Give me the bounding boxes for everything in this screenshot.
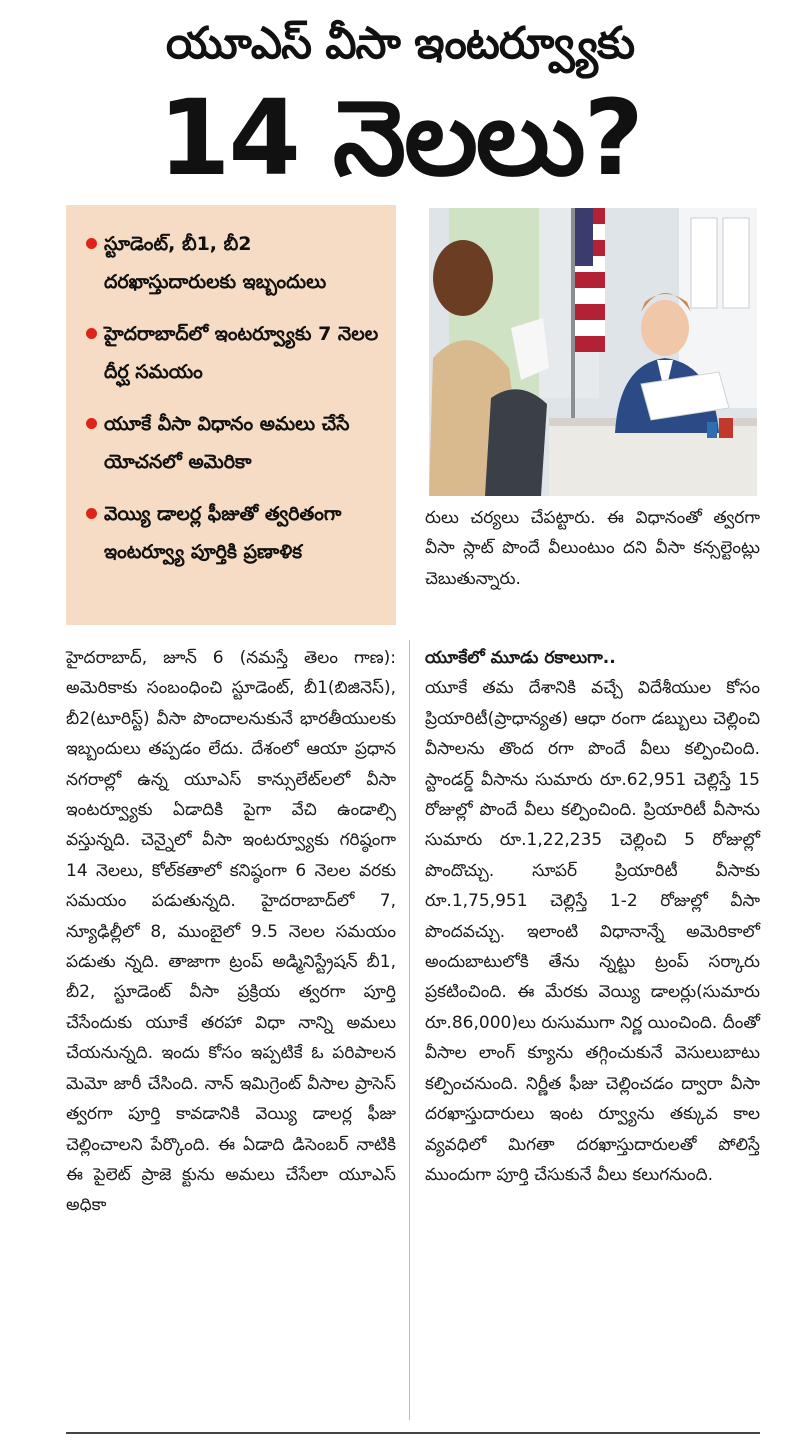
highlight-item	[86, 315, 386, 391]
photo-caption-continuation: రులు చర్యలు చేపట్టారు. ఈ విధానంతో త్వరగా వీసా స్లాట్ పొందే వీలుంటుం దని వీసా కన్సల్టెంట్లు చెబుతున్నారు.	[425, 508, 760, 589]
bullet-icon	[86, 508, 97, 519]
highlight-item	[86, 495, 386, 571]
highlights-box	[66, 205, 396, 625]
article-body-left: హైదరాబాద్, జూన్ 6 (నమస్తే తెలం గాణ): అమెరికాకు సంబంధించి స్టూడెంట్, బీ1(బిజినెస్), బీ2(టూరిస్ట్) వీసా పొందాలనుకునే భారతీయులకు ఇబ్బందులు తప్పడం లేదు. దేశంలో ఆయా ప్రధాన నగరాల్లో ఉన్న యూఎస్ కాన్సులేట్‌లలో వీసా ఇంటర్వ్యూకు ఏడాదికి పైగా వేచి ఉండాల్సి వస్తున్నది. చెన్నైలో వీసా ఇంటర్వ్యూకు గరిష్ఠంగా 14 నెలలు, కోల్‌కతాలో కనిష్ఠంగా 6 నెలల వరకు సమయం పడుతున్నది. హైదరాబాద్‌లో 7, న్యూఢిల్లీలో 8, ముంబైలో 9.5 నెలల సమయం పడుతు న్నది. తాజాగా ట్రంప్ అడ్మినిస్ట్రేషన్ బీ1, బీ2, స్టూడెంట్ వీసా ప్రక్రియ త్వరగా పూర్తి చేసేందుకు యూకే తరహా విధా నాన్ని అమలు చేయనున్నది. ఇందు కోసం ఇప్పటికే ఓ పరిపాలన మెమో జారీ చేసింది. నాన్ ఇమిగ్రెంట్ వీసాల ప్రాసెస్ త్వరగా పూర్తి కావడానికి వెయ్యి డాలర్ల ఫీజు చెల్లించాలని పేర్కొంది. ఈ ఏడాది డిసెంబర్ నాటికి ఈ పైలెట్ ప్రాజె క్టును అమలు చేసేలా యూఎస్ అధికా	[66, 648, 396, 1216]
column-divider	[409, 640, 410, 1420]
article-body-right: యూకే తమ దేశానికి వచ్చే విదేశీయుల కోసం ప్రియారిటీ(ప్రాధాన్యత) ఆధా రంగా డబ్బులు చెల్లించి వీసాలను తొంద రగా పొందే వీలు కల్పించింది. స్టాండర్డ్ వీసాను సుమారు రూ.62,951 చెల్లిస్తే 15 రోజుల్లో పొందే వీలు కల్పించింది. ప్రియారిటీ వీసాను సుమారు రూ.1,22,235 చెల్లించి 5 రోజుల్లో పొందొచ్చు. సూపర్ ప్రియారిటీ వీసాకు రూ.1,75,951 చెల్లిస్తే 1-2 రోజుల్లో వీసా పొందవచ్చు. ఇలాంటి విధానాన్నే అమెరికాలో అందుబాటులోకి తేను న్నట్టు ట్రంప్ సర్కారు ప్రకటించింది. ఈ మేరకు వెయ్యి డాలర్లు(సుమారు రూ.86,000)లు రుసుముగా నిర్ణ యించింది. దీంతో వీసాల లాంగ్ క్యూను తగ్గించుకునే వెసులుబాటు కల్పించనుంది. నిర్ణీత ఫీజు చెల్లించడం ద్వారా వీసా దరఖాస్తుదారులు ఇంట ర్వ్యూను తక్కువ కాల వ్యవధిలో మిగతా దరఖాస్తుదారులతో పోలిస్తే ముందుగా పూర్తి చేసుకునే వీలు కలుగనుంది.	[425, 678, 760, 1185]
highlight-text: వెయ్యి డాలర్ల ఫీజుతో త్వరితంగా ఇంటర్వ్యూ పూర్తికి ప్రణాళిక	[104, 503, 342, 563]
bullet-icon	[86, 238, 97, 249]
kicker-headline: యూఎస్ వీసా ఇంటర్వ్యూకు	[165, 18, 635, 69]
bullet-icon	[86, 418, 97, 429]
highlight-item	[86, 405, 386, 481]
highlight-text: హైదరాబాద్‌లో ఇంటర్వ్యూకు 7 నెలల దీర్ఘ సమయం	[104, 323, 379, 383]
highlight-text: యూకే వీసా విధానం అమలు చేసే యోచనలో అమెరికా	[104, 413, 350, 473]
bullet-icon	[86, 328, 97, 339]
visa-interview-photo	[429, 208, 757, 496]
highlight-item	[86, 225, 386, 301]
highlight-text: స్టూడెంట్, బీ1, బీ2 దరఖాస్తుదారులకు ఇబ్బందులు	[104, 233, 327, 293]
highlights-list	[86, 225, 386, 571]
article-body-right-column	[425, 643, 760, 1190]
bottom-rule	[66, 1432, 760, 1434]
main-headline: 14 నెలలు?	[158, 77, 642, 199]
section-subhead: యూకేలో మూడు రకాలుగా..	[425, 648, 616, 668]
